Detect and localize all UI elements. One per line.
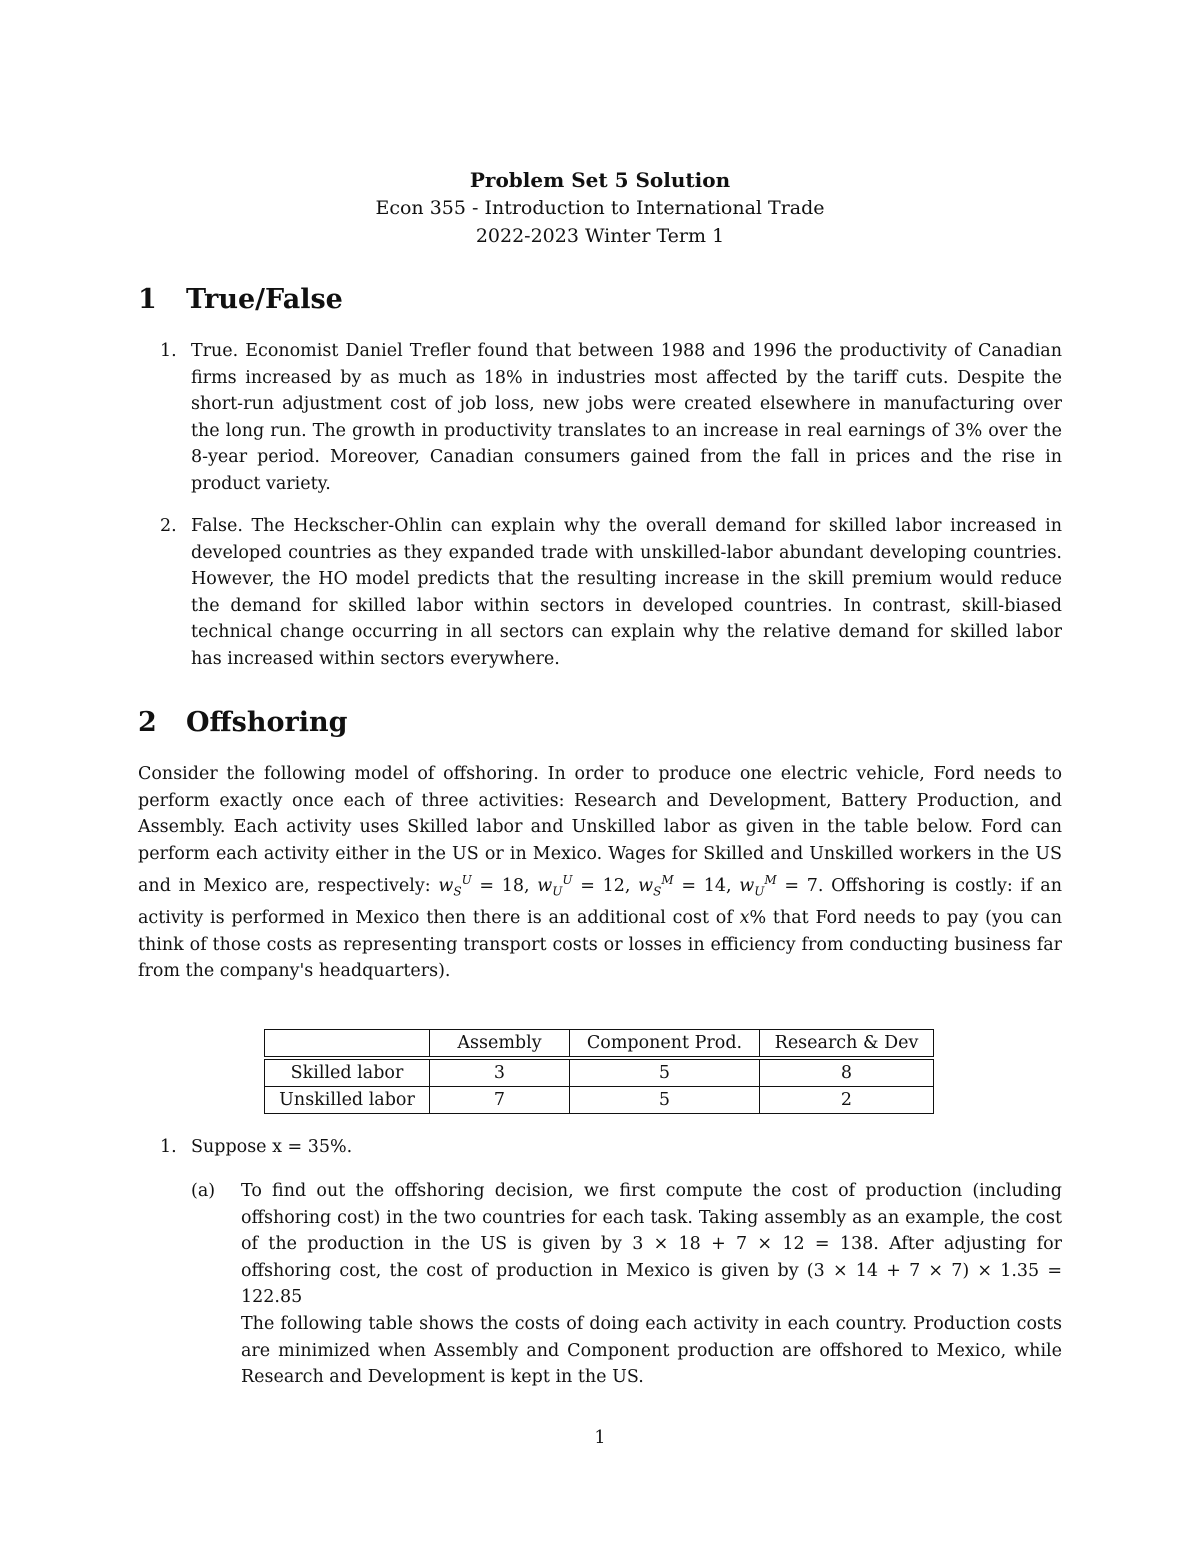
table-cell: 3	[430, 1058, 570, 1087]
table-row	[265, 1087, 934, 1114]
offshoring-intro: Consider the following model of offshoring. In order to produce one electric vehicle, Ford needs to perform exactly once each of three activities: Research and Development, Battery Production, and Assembly. Each activity uses Skilled labor and Unskilled labor as given in the table below. Ford can perform each activity either in the US or in Mexico. Wages for Skilled and Unskilled workers in the US and in Mexico are, respectively: $w_S^U = 18$, $w_U^U = 12$, $w_S^M = 14$, $w_U^M = 7$. Offshoring is costly: if an activity is performed in Mexico then there is an additional cost of x% that Ford needs to pay (you can think of those costs as representing transport costs or losses in efficiency from conducting business far from the company's headquarters).	[138, 764, 1062, 982]
section-2-heading: 2 Offshoring	[138, 707, 348, 738]
table-header: Research & Dev	[760, 1030, 934, 1059]
table-cell: 7	[430, 1087, 570, 1114]
question-1a: (a) To find out the offshoring decision, we first compute the cost of production (including offshoring cost) in the two countries for each task. Taking assembly as an example, the cost of the production in the US is given by 3 × 18 + 7 × 12 = 138. After adjusting for offshoring cost, the cost of production in Mexico is given by (3 × 14 + 7 × 7) × 1.35 = 122.85 The following table shows the costs of doing each activity in each country. Production costs are minimized when Assembly and Component production are offshored to Mexico, while Research and Development is kept in the US.	[191, 1181, 1062, 1388]
table-cell: 5	[570, 1058, 760, 1087]
list-item: 2. False. The Heckscher-Ohlin can explain why the overall demand for skilled labor increased in developed countries as they expanded trade with unskilled-labor abundant developing countries. However, the HO model predicts that the resulting increase in the skill premium would reduce the demand for skilled labor within sectors in developed countries. In contrast, skill-biased technical change occurring in all sectors can explain why the relative demand for skilled labor has increased within sectors everywhere.	[160, 516, 1062, 669]
table-header: Assembly	[430, 1030, 570, 1059]
row-label: Skilled labor	[265, 1058, 430, 1087]
term: 2022-2023 Winter Term 1	[475, 225, 725, 247]
page-number: 1	[594, 1428, 606, 1448]
row-label: Unskilled labor	[265, 1087, 430, 1114]
table-cell: 2	[760, 1087, 934, 1114]
document-title: Problem Set 5 Solution	[469, 168, 731, 192]
table-header: Component Prod.	[570, 1030, 760, 1059]
labor-requirements-table	[264, 1029, 934, 1114]
table-header-row	[265, 1030, 934, 1059]
section-1-heading: 1 True/False	[138, 284, 343, 315]
table-row	[265, 1058, 934, 1087]
table-cell	[265, 1030, 430, 1059]
list-item: 1. True. Economist Daniel Trefler found that between 1988 and 1996 the productivity of Canadian firms increased by as much as 18% in industries most affected by the tariff cuts. Despite the short-run adjustment cost of job loss, new jobs were created elsewhere in manufacturing over the long run. The growth in productivity translates to an increase in real earnings of 3% over the 8-year period. Moreover, Canadian consumers gained from the fall in prices and the rise in product variety.	[160, 341, 1062, 494]
table-cell: 8	[760, 1058, 934, 1087]
course-name: Econ 355 - Introduction to International Trade	[375, 197, 825, 219]
table-cell: 5	[570, 1087, 760, 1114]
question-1: 1. Suppose x = 35%.	[160, 1137, 353, 1157]
